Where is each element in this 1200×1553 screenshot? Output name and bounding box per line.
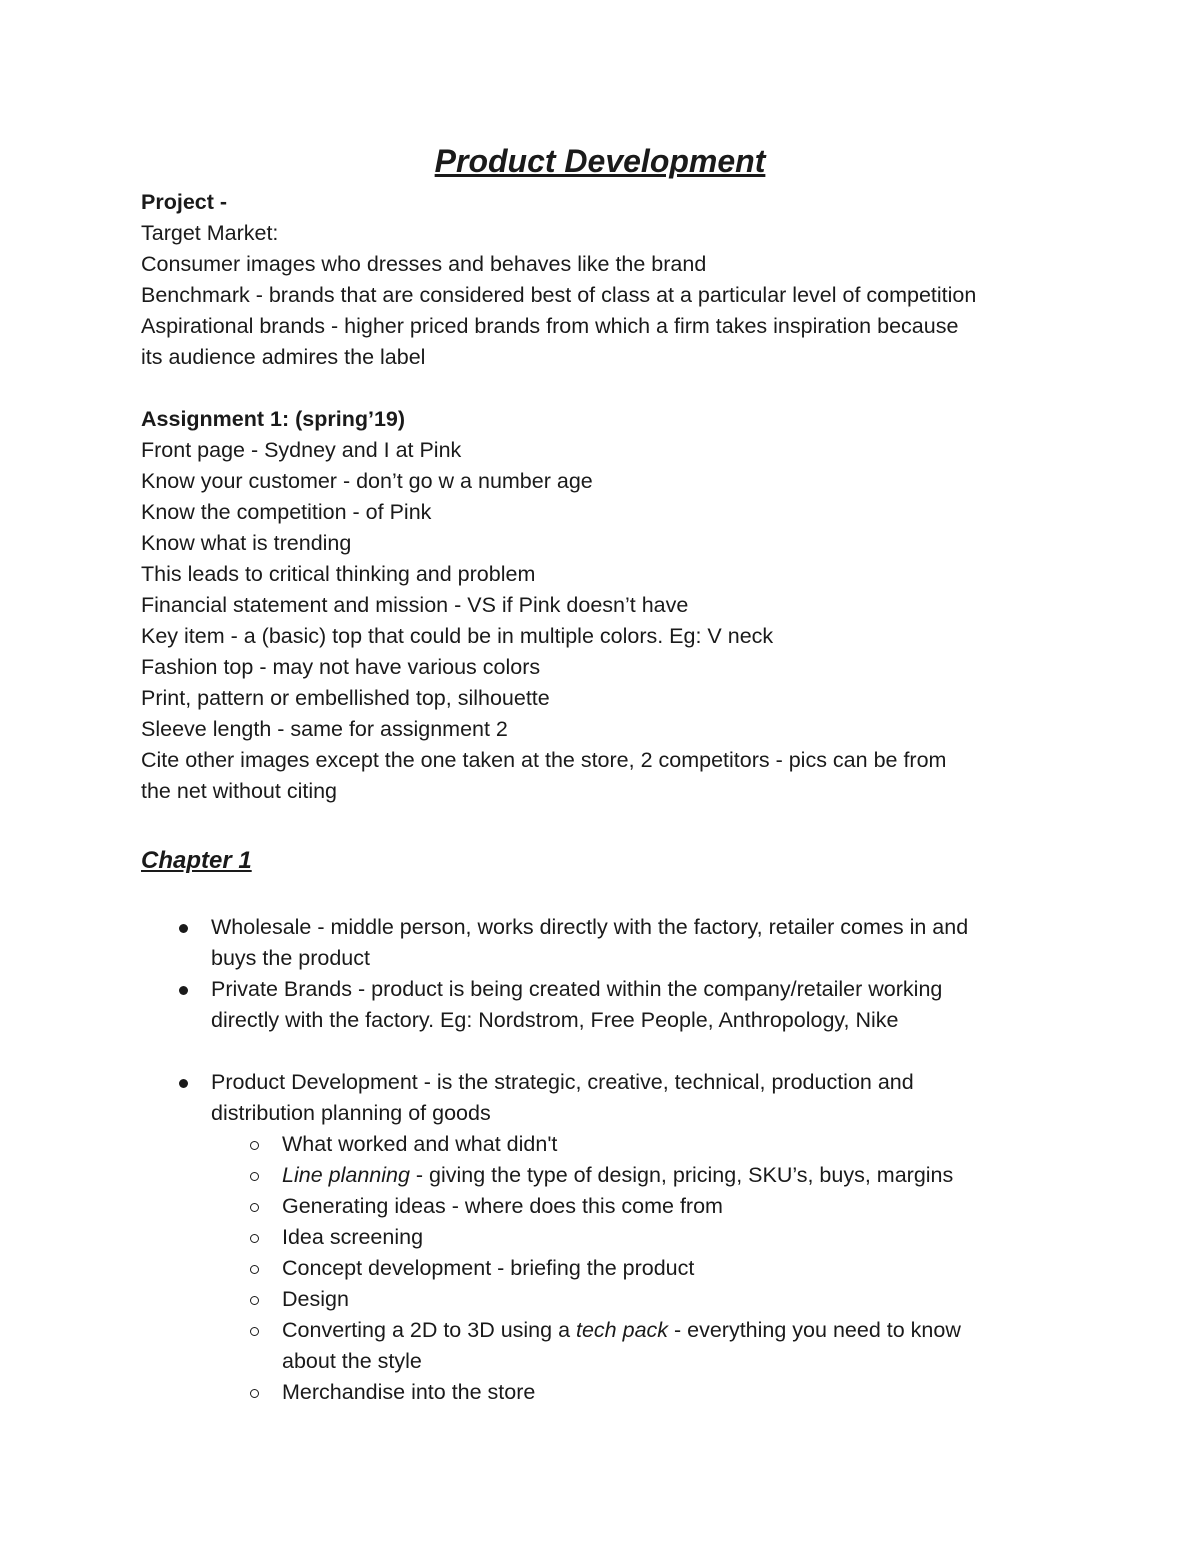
sub-item-text: Generating ideas - where does this come from <box>282 1194 723 1218</box>
project-heading: Project - <box>141 190 228 214</box>
assignment-line: Fashion top - may not have various colors <box>141 655 541 679</box>
bullet-text: Private Brands - product is being created within the company/retailer working <box>211 977 943 1001</box>
italic-term: tech pack <box>576 1318 669 1342</box>
sub-item-rest: - everything you need to know <box>668 1318 961 1342</box>
bullet-text: buys the product <box>211 946 370 970</box>
bullet-dot-icon <box>179 986 188 995</box>
bullet-text: Product Development - is the strategic, creative, technical, production and <box>211 1070 914 1094</box>
chapter-heading: Chapter 1 <box>141 847 252 874</box>
assignment-line: Sleeve length - same for assignment 2 <box>141 717 508 741</box>
sub-list-item <box>141 1160 1081 1191</box>
bullet-circle-icon <box>250 1141 259 1150</box>
project-line: Target Market: <box>141 221 279 245</box>
assignment-line: This leads to critical thinking and problem <box>141 562 536 586</box>
bullet-circle-icon <box>250 1296 259 1305</box>
assignment-line: Know the competition - of Pink <box>141 500 432 524</box>
italic-term: Line planning <box>282 1163 410 1187</box>
sub-list-item <box>141 1284 1081 1315</box>
project-line: Consumer images who dresses and behaves like the brand <box>141 252 707 276</box>
assignment-section <box>141 404 1081 807</box>
sub-item-pre: Converting a 2D to 3D using a <box>282 1318 576 1342</box>
assignment-line: Front page - Sydney and I at Pink <box>141 438 462 462</box>
sub-list-item <box>141 1377 1081 1408</box>
sub-list-item <box>141 1253 1081 1284</box>
bullet-dot-icon <box>179 1079 188 1088</box>
sub-item-text: about the style <box>282 1349 422 1373</box>
sub-item-text: Idea screening <box>282 1225 424 1249</box>
bullet-circle-icon <box>250 1172 259 1181</box>
page-title: Product Development <box>434 143 766 179</box>
sub-list-item <box>141 1191 1081 1222</box>
bullet-circle-icon <box>250 1265 259 1274</box>
assignment-line: the net without citing <box>141 779 338 803</box>
assignment-line: Financial statement and mission - VS if Pink doesn’t have <box>141 593 689 617</box>
bullet-circle-icon <box>250 1234 259 1243</box>
sub-list-item <box>141 1129 1081 1160</box>
list-item <box>141 974 1081 1036</box>
chapter-bullet-list <box>141 912 1081 1408</box>
sub-list-item <box>141 1315 1081 1377</box>
project-line: Aspirational brands - higher priced brands from which a firm takes inspiration because <box>141 314 959 338</box>
assignment-line: Cite other images except the one taken at the store, 2 competitors - pics can be from <box>141 748 947 772</box>
project-section <box>141 187 1081 373</box>
sub-item-text: Merchandise into the store <box>282 1380 536 1404</box>
list-item <box>141 1067 1081 1129</box>
sub-item-text: What worked and what didn't <box>282 1132 558 1156</box>
assignment-heading: Assignment 1: (spring’19) <box>141 407 406 431</box>
bullet-dot-icon <box>179 924 188 933</box>
sub-item-text: Concept development - briefing the product <box>282 1256 695 1280</box>
spacer <box>141 1036 1081 1067</box>
bullet-circle-icon <box>250 1389 259 1398</box>
bullet-text: distribution planning of goods <box>211 1101 491 1125</box>
bullet-circle-icon <box>250 1327 259 1336</box>
bullet-circle-icon <box>250 1203 259 1212</box>
sub-item-rest: - giving the type of design, pricing, SKU’s, buys, margins <box>409 1163 954 1187</box>
bullet-text: Wholesale - middle person, works directly with the factory, retailer comes in and <box>211 915 969 939</box>
sub-item-text <box>282 1160 1081 1191</box>
project-line: Benchmark - brands that are considered best of class at a particular level of competition <box>141 283 977 307</box>
assignment-line: Know what is trending <box>141 531 352 555</box>
assignment-line: Know your customer - don’t go w a number age <box>141 469 593 493</box>
assignment-line: Key item - a (basic) top that could be in multiple colors. Eg: V neck <box>141 624 774 648</box>
sub-item-text: Design <box>282 1287 349 1311</box>
assignment-line: Print, pattern or embellished top, silhouette <box>141 686 550 710</box>
list-item <box>141 912 1081 974</box>
bullet-text: directly with the factory. Eg: Nordstrom, Free People, Anthropology, Nike <box>211 1008 899 1032</box>
sub-item-text <box>282 1315 1081 1346</box>
project-line: its audience admires the label <box>141 345 426 369</box>
sub-list-item <box>141 1222 1081 1253</box>
